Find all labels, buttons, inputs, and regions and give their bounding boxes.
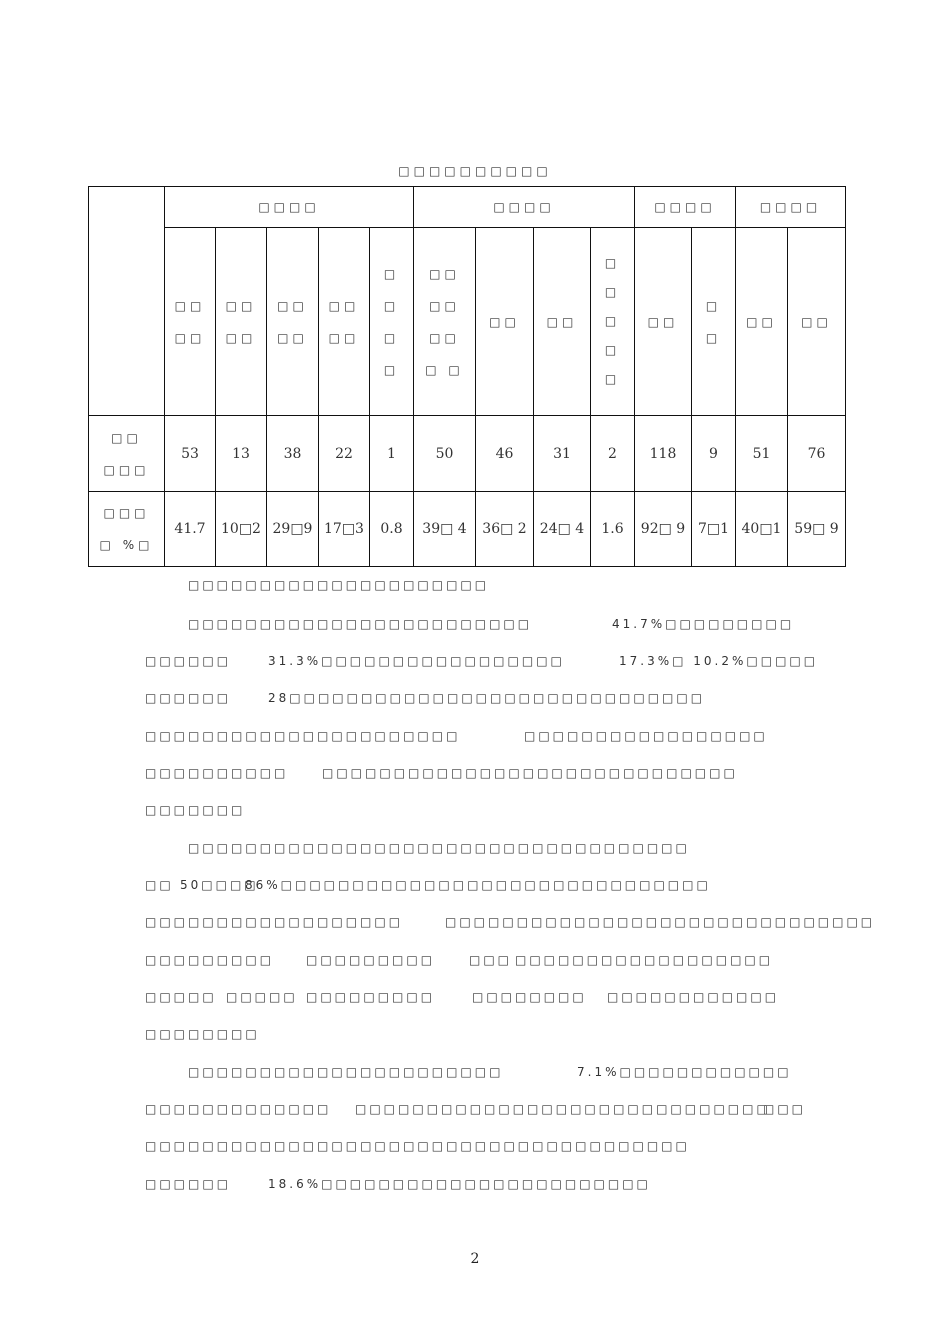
table-header-group-row — [89, 187, 846, 228]
percent-cell: 92□ 9 — [635, 492, 692, 567]
body-text-line: □□□□□□□□□□□□□□□□□□□□□ — [188, 578, 490, 592]
count-cell: 22 — [319, 416, 370, 492]
percent-cell: 17□3 — [319, 492, 370, 567]
subheader-cell — [216, 228, 267, 416]
subheader-label: □□ — [801, 314, 832, 329]
count-cell: 118 — [635, 416, 692, 492]
percent-cell: 40□1 — [736, 492, 788, 567]
body-text-line: □□□□□□□□□ — [306, 953, 436, 967]
subheader-cell — [534, 228, 591, 416]
page-number: 2 — [470, 1251, 480, 1267]
body-text-line: 41.7%□□□□□□□□□ — [612, 617, 795, 631]
percent-cell: 39□ 4 — [414, 492, 476, 567]
body-text-line: □□□□□□□□□□□□□□□□□□□□□□ — [188, 1065, 504, 1079]
body-text-line: □□□□□□□□□□□□□□□ — [188, 915, 404, 929]
body-text-line: □□□□□□□□□□□□□□□□□□□□□□□□□□□□□□□□□□□ — [188, 841, 690, 855]
body-text-line: □□□□□□ — [145, 691, 232, 705]
body-text-line: □□□□□□□□□ — [306, 990, 436, 1004]
table-row-percents — [89, 492, 846, 567]
subheader-label: □ □ — [705, 298, 722, 345]
body-text-line: □□□□□□□□□□□□□□□□□□□□□□□□□□□□□ — [355, 1102, 771, 1116]
group-header-2: □□□□ — [414, 187, 635, 228]
body-text-line: □□□ — [469, 953, 513, 967]
subheader-label: □□ — [546, 314, 578, 329]
body-text-line: □□□□□□□□ — [472, 990, 587, 1004]
subheader-label: □□ □□ □□ □ □ — [425, 266, 464, 377]
body-text-line: □□□□□□□□□□□□□□□□□□□□□□□□ — [188, 617, 533, 631]
row-label-cell — [89, 416, 165, 492]
subheader-cell — [319, 228, 370, 416]
table-caption: □□□□□□□□□□ — [398, 164, 552, 178]
subheader-cell — [635, 228, 692, 416]
subheader-cell — [267, 228, 319, 416]
count-cell: 2 — [591, 416, 635, 492]
body-text-line: □□□□□□□□□□□□□□□□□□□□□□ — [145, 729, 461, 743]
percent-cell: 36□ 2 — [476, 492, 534, 567]
percent-cell: 41.7 — [165, 492, 216, 567]
count-cell: 76 — [788, 416, 846, 492]
body-text-line: □□□□□ — [145, 990, 217, 1004]
percent-cell: 59□ 9 — [788, 492, 846, 567]
survey-table — [88, 186, 846, 567]
subheader-label: □ □ □ □ □ — [604, 256, 621, 386]
subheader-cell — [476, 228, 534, 416]
body-text-line: □□□□□□□□ — [145, 1027, 260, 1041]
subheader-cell — [736, 228, 788, 416]
row-label-cell — [89, 492, 165, 567]
row-label: □□□ □ %□ — [99, 506, 154, 552]
count-cell: 31 — [534, 416, 591, 492]
body-text-line: □□□ — [763, 1102, 807, 1116]
body-text-line: 28□□□□□□□□□□□□□□□□□□□□□□□□□□□□□ — [268, 691, 706, 705]
percent-cell: 0.8 — [370, 492, 414, 567]
body-text-line: □□□□□□□□□□□□□□□□□□□□□□□□□□□□□□ — [445, 915, 876, 929]
subheader-label: □□ — [489, 314, 520, 329]
body-text-line: □□□□□□□□□□□□□□□□□□□□□□□□□□□□□□□□□□□□□□ — [145, 1139, 690, 1153]
count-cell: 13 — [216, 416, 267, 492]
body-text-line: □□□ — [145, 915, 189, 929]
percent-cell: 29□9 — [267, 492, 319, 567]
body-text-line: 18.6%□□□□□□□□□□□□□□□□□□□□□□□ — [268, 1177, 651, 1191]
percent-cell: 10□2 — [216, 492, 267, 567]
body-text-line: □□□□□□□□□ — [145, 953, 275, 967]
subheader-cell — [692, 228, 736, 416]
subheader-label: □□ □□ — [277, 298, 308, 345]
body-text-line: □□□□□□□ — [145, 803, 246, 817]
subheader-label: □□ □□ — [174, 298, 206, 345]
table-row-counts — [89, 416, 846, 492]
body-text-line: □□□□□□□□□□□□ — [607, 990, 780, 1004]
subheader-label: □□ □□ — [328, 298, 360, 345]
body-text-line: 7.1%□□□□□□□□□□□□ — [577, 1065, 792, 1079]
subheader-cell — [370, 228, 414, 416]
body-text-line: □□□□□ — [226, 990, 298, 1004]
count-cell: 38 — [267, 416, 319, 492]
group-header-1: □□□□ — [165, 187, 414, 228]
percent-cell: 24□ 4 — [534, 492, 591, 567]
count-cell: 51 — [736, 416, 788, 492]
body-text-line: 17.3%□ 10.2%□□□□□ — [619, 654, 819, 668]
body-text-line: □□□□□□□□□□ — [145, 766, 289, 780]
body-text-line: □□□□□□ — [145, 1177, 232, 1191]
group-header-4: □□□□ — [736, 187, 846, 228]
body-text-line: □□□□□□□□□□□□□□□□□□□□□□□□□□□□□ — [322, 766, 738, 780]
count-cell: 50 — [414, 416, 476, 492]
subheader-cell — [414, 228, 476, 416]
body-text-line: □□□□□□□□□□□□□ — [145, 1102, 332, 1116]
body-text-line: □□□□□□□□□□□□□□□□□ — [524, 729, 768, 743]
count-cell: 53 — [165, 416, 216, 492]
subheader-cell — [165, 228, 216, 416]
subheader-label: □□ — [647, 314, 679, 329]
count-cell: 46 — [476, 416, 534, 492]
subheader-cell — [591, 228, 635, 416]
body-text-line: 50□□□□ — [180, 878, 259, 892]
table-corner-cell — [89, 187, 165, 416]
body-text-line: 86%□□□□□□□□□□□□□□□□□□□□□□□□□□□□□□ — [245, 878, 711, 892]
subheader-label: □□ — [746, 314, 777, 329]
percent-cell: 7□1 — [692, 492, 736, 567]
row-label: □□ □□□ — [103, 430, 150, 477]
group-header-3: □□□□ — [635, 187, 736, 228]
count-cell: 9 — [692, 416, 736, 492]
subheader-label: □□ □□ — [225, 298, 257, 345]
percent-cell: 1.6 — [591, 492, 635, 567]
table-subheader-row — [89, 228, 846, 416]
subheader-cell — [788, 228, 846, 416]
body-text-line: □□□□□□ — [145, 654, 232, 668]
body-text-line: □□□□□□□□□□□□□□□□□□ — [515, 953, 774, 967]
subheader-label: □ □ □ □ — [383, 266, 400, 377]
count-cell: 1 — [370, 416, 414, 492]
body-text-line: 31.3%□□□□□□□□□□□□□□□□□ — [268, 654, 565, 668]
body-text-line: □□ — [145, 878, 174, 892]
